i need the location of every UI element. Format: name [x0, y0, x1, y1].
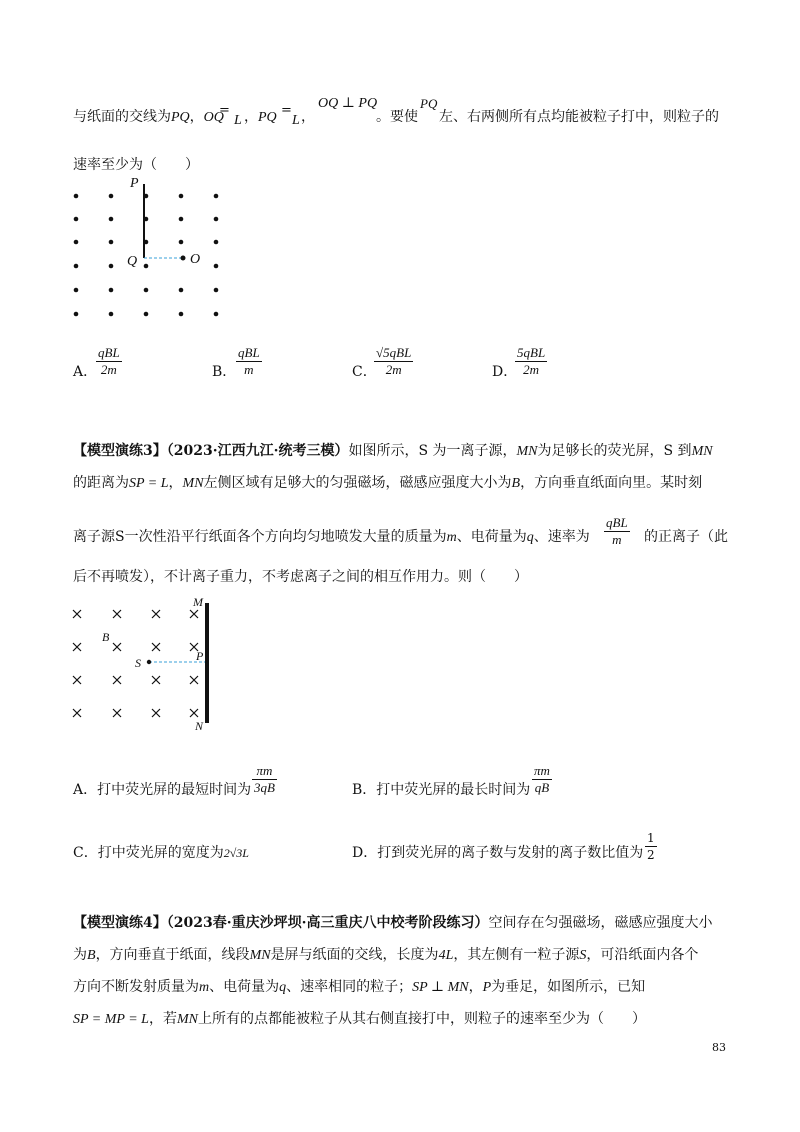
q3-line3-end: 的正离子（此 [644, 529, 728, 545]
label-S: S [135, 656, 141, 670]
label-P: P [130, 176, 139, 191]
q3-option-D-fraction: $\frac{1}{2}$ [647, 831, 655, 862]
q3-speed-fraction: qBL m [606, 515, 628, 547]
label-N: N [195, 719, 204, 733]
q4-line3: 方向不断发射质量为m、电荷量为q、速率相同的粒子；SP ⊥ MN，P为垂足，如图所示，已知 [73, 979, 646, 995]
sep-comma: ，PQ [244, 109, 277, 125]
label-M: M [193, 595, 203, 609]
q3-option-B-fraction: $\frac{\pi m}{qB}$ [534, 763, 550, 795]
option-B-fraction: qBL m [238, 345, 260, 377]
eq-sign: = [219, 103, 230, 118]
option-C-fraction: √5qBL 2m [376, 345, 412, 377]
q3-option-D[interactable]: D．打到荧光屏的离子数与发射的离子数比值为 [352, 845, 644, 861]
q3-option-A[interactable]: A．打中荧光屏的最短时间为 [73, 782, 252, 798]
figure-magnetic-field-out [70, 176, 240, 325]
sep-comma-2: ， [301, 109, 315, 125]
prev-line1-b: 。要使 [376, 109, 418, 125]
q4-line1: 【模型演练4】（2023春·重庆沙坪坝·高三重庆八中校考阶段练习）空间存在匀强磁场，磁感应强度大小 [73, 915, 713, 931]
option-D-label[interactable]: D． [492, 364, 518, 380]
q3-line1: 【模型演练3】（2023·江西九江·统考三模）如图所示，S 为一离子源，MN为足够长的荧光屏，S 到MN [73, 443, 713, 459]
option-D-fraction: 5qBL 2m [517, 345, 546, 377]
option-A-label[interactable]: A． [73, 364, 98, 380]
prev-question-line2: 速率至少为（ ） [73, 157, 199, 173]
page-number: 83 [712, 1041, 726, 1054]
option-A-fraction: qBL 2m [98, 345, 120, 377]
figure-magnetic-field-in [68, 593, 228, 733]
q3-source: （2023·江西九江·统考三模） [166, 443, 349, 459]
source-S [147, 660, 151, 664]
var-L: L [234, 113, 242, 128]
var-L-2: L [292, 113, 300, 128]
option-C-label[interactable]: C． [352, 364, 377, 380]
prev-question-line1: 与纸面的交线为PQ，OQ [73, 109, 224, 125]
perp-expression: OQ ⊥ PQ [318, 96, 378, 111]
label-P-fig2: P [196, 649, 204, 663]
figure2-svg [68, 593, 228, 733]
q4-line4: SP = MP = L，若MN上所有的点都能被粒子从其右侧直接打中，则粒子的速率至少为（ ） [73, 1011, 646, 1027]
var-PQ-3: PQ [420, 96, 438, 111]
q3-line3: 离子源S一次性沿平行纸面各个方向均匀地喷发大量的质量为m、电荷量为q、速率为 [73, 529, 590, 545]
option-B-label[interactable]: B． [212, 364, 237, 380]
q4-source: （2023春·重庆沙坪坝·高三重庆八中校考阶段练习） [166, 915, 489, 931]
prev-line1-c: 左、右两侧所有点均能被粒子打中，则粒子的 [439, 109, 719, 125]
q4-line2: 为B，方向垂直于纸面，线段MN是屏与纸面的交线，长度为4L，其左侧有一粒子源S，可沿纸面内各个 [73, 947, 699, 963]
q3-line2: 的距离为SP = L，MN左侧区域有足够大的匀强磁场，磁感应强度大小为B，方向垂直纸面向里。某时刻 [73, 475, 703, 491]
q3-option-B[interactable]: B．打中荧光屏的最长时间为 [352, 782, 531, 798]
q3-title: 【模型演练3】 [73, 443, 167, 459]
q4-title: 【模型演练4】 [73, 915, 167, 931]
eq-sign-2: = [281, 103, 292, 118]
q3-line4: 后不再喷发），不计离子重力，不考虑离子之间的相互作用力。则（ ） [73, 569, 528, 585]
point-O [181, 256, 186, 261]
label-Q: Q [127, 254, 138, 269]
q3-option-C[interactable]: C．打中荧光屏的宽度为2√3L [73, 845, 249, 861]
label-O: O [190, 252, 201, 267]
q3-option-A-fraction: $\frac{\pi m}{3qB}$ [254, 763, 275, 795]
label-B: B [102, 630, 110, 644]
figure-svg [70, 180, 240, 325]
